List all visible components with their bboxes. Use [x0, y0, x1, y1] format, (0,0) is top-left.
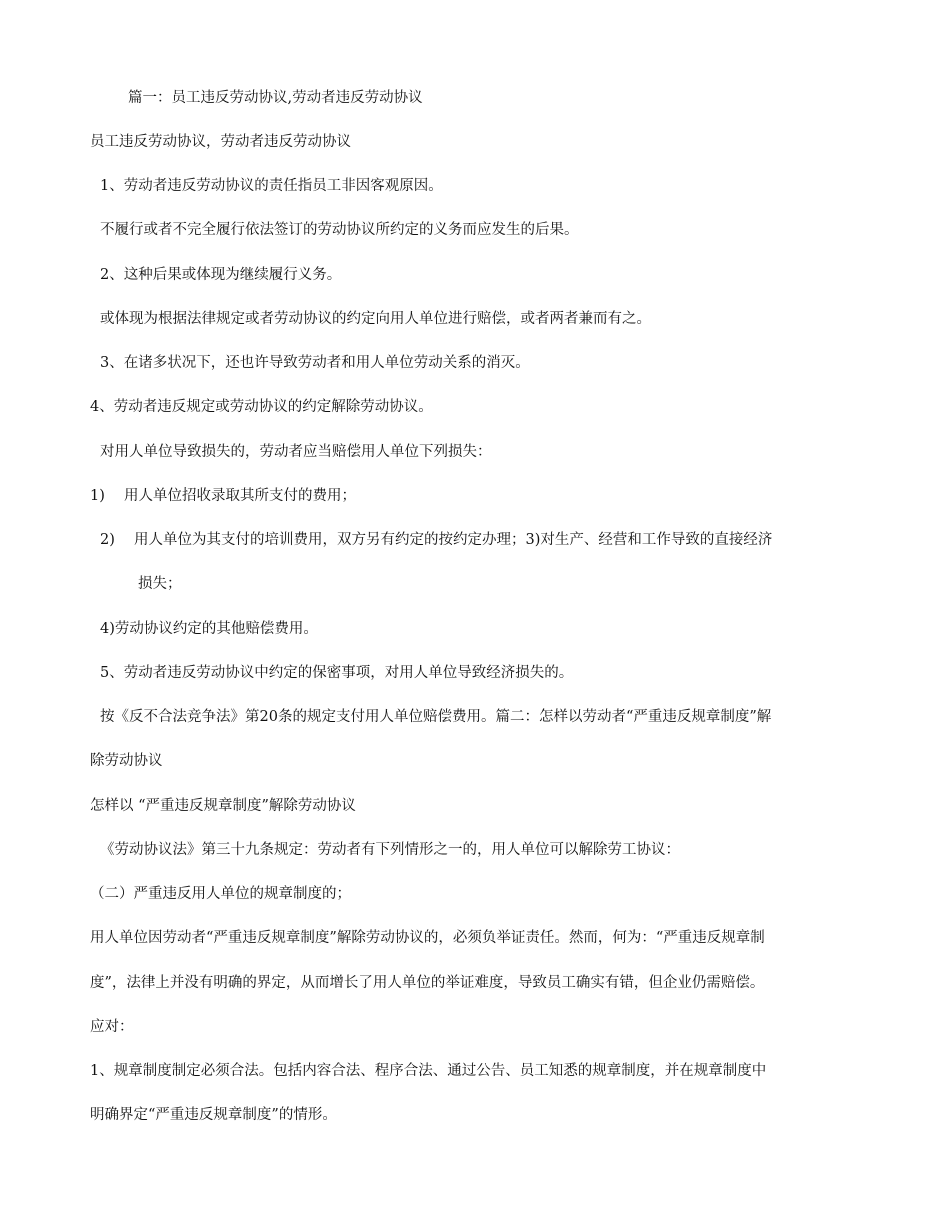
paragraph-line: 对用人单位导致损失的，劳动者应当赔偿用人单位下列损失：: [100, 444, 492, 460]
paragraph-line: 度”，法律上并没有明确的界定，从而增长了用人单位的举证难度，导致员工确实有错，但企业仍需赔偿。: [90, 975, 765, 991]
paragraph-line: 除劳动协议: [90, 753, 163, 769]
paragraph-line: 明确界定“严重违反规章制度”的情形。: [90, 1107, 337, 1123]
paragraph-line: 《劳动协议法》第三十九条规定：劳动者有下列情形之一的，用人单位可以解除劳工协议：: [100, 842, 680, 858]
paragraph-line: 2、这种后果或体现为继续履行义务。: [100, 267, 342, 283]
paragraph-line: 按《反不合法竞争法》第20条的规定支付用人单位赔偿费用。篇二：怎样以劳动者“严重违反规章制度”解: [100, 709, 772, 725]
paragraph-line: 不履行或者不完全履行依法签订的劳动协议所约定的义务而应发生的后果。: [100, 222, 579, 238]
section-heading-2: 怎样以 “严重违反规章制度”解除劳动协议: [90, 798, 356, 814]
list-item: 2) 用人单位为其支付的培训费用，双方另有约定的按约定办理；3)对生产、经营和工作导致的直接经济: [100, 532, 773, 548]
paragraph-line: 用人单位因劳动者“严重违反规章制度”解除劳动协议的，必须负举证责任。然而，何为：“严重违反规章制: [90, 930, 765, 946]
paragraph-line: 1、劳动者违反劳动协议的责任指员工非因客观原因。: [100, 178, 443, 194]
heading-line: 员工违反劳动协议，劳动者违反劳动协议: [90, 134, 351, 150]
paragraph-line: 5、劳动者违反劳动协议中约定的保密事项，对用人单位导致经济损失的。: [100, 665, 574, 681]
list-item: 4)劳动协议约定的其他赔偿费用。: [100, 621, 318, 637]
paragraph-line: 应对：: [90, 1019, 134, 1035]
list-item-continuation: 损失；: [138, 576, 182, 592]
section-title-1: 篇一：员工违反劳动协议,劳动者违反劳动协议: [128, 90, 423, 106]
paragraph-line: 3、在诸多状况下，还也许导致劳动者和用人单位劳动关系的消灭。: [100, 355, 530, 371]
paragraph-line: 1、规章制度制定必须合法。包括内容合法、程序合法、通过公告、员工知悉的规章制度，并在规章制度中: [90, 1063, 767, 1079]
paragraph-line: 4、劳动者违反规定或劳动协议的约定解除劳动协议。: [90, 399, 433, 415]
paragraph-line: 或体现为根据法律规定或者劳动协议的约定向用人单位进行赔偿，或者两者兼而有之。: [100, 311, 651, 327]
paragraph-line: （二）严重违反用人单位的规章制度的；: [90, 886, 351, 902]
list-item: 1) 用人单位招收录取其所支付的费用；: [90, 488, 356, 504]
